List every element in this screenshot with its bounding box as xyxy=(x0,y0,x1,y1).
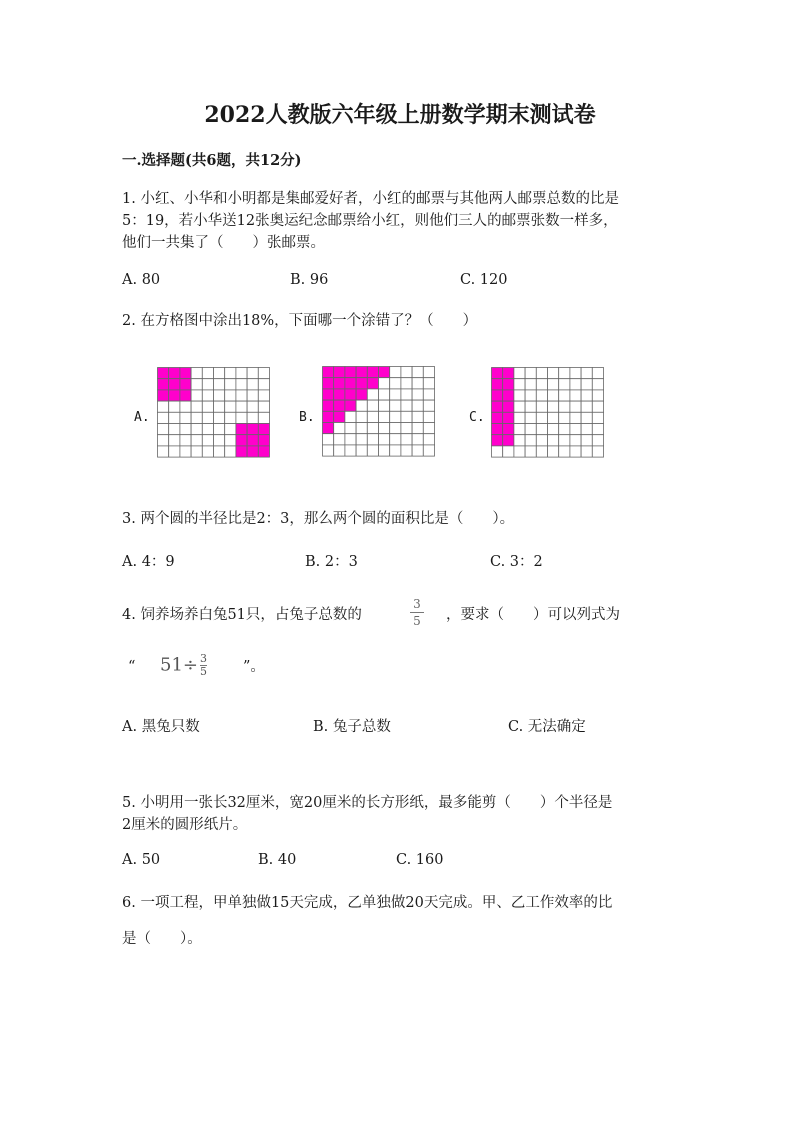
grid-a-cell xyxy=(180,435,191,446)
grid-c-cell xyxy=(525,368,536,379)
page-title: 2022人教版六年级上册数学期末测试卷 xyxy=(204,102,596,128)
grid-b-shaded-cell xyxy=(334,367,345,378)
grid-a-cell xyxy=(169,435,180,446)
grid-b-cell xyxy=(412,423,423,434)
grid-c-cell xyxy=(559,435,570,446)
q4-text-after: ，要求（ ）可以列式为 xyxy=(446,607,620,623)
grid-b-cell xyxy=(345,445,356,456)
grid-b-cell xyxy=(423,411,434,422)
grid-b-cell xyxy=(412,378,423,389)
grid-a-cell xyxy=(225,424,236,435)
grid-b-cell xyxy=(379,389,390,400)
grid-b-cell xyxy=(379,434,390,445)
grid-a-cell xyxy=(225,446,236,457)
grid-a-cell xyxy=(214,390,225,401)
grid-b-cell xyxy=(401,411,412,422)
grid-a-cell xyxy=(202,390,213,401)
grid-a-shaded-cell xyxy=(158,368,169,379)
grid-c-shaded-cell xyxy=(492,390,503,401)
grid-a-cell xyxy=(191,390,202,401)
grid-a-shaded-cell xyxy=(180,368,191,379)
grid-c-cell xyxy=(548,401,559,412)
grid-c-cell xyxy=(525,446,536,457)
grid-b-cell xyxy=(412,434,423,445)
grid-c-cell xyxy=(525,412,536,423)
grid-b-cell xyxy=(390,411,401,422)
grid-a-cell xyxy=(180,424,191,435)
grid-c-cell xyxy=(592,390,603,401)
grid-a-cell xyxy=(202,379,213,390)
grid-c-cell xyxy=(548,368,559,379)
q4-expression-fraction xyxy=(200,653,207,678)
grid-c-cell xyxy=(525,390,536,401)
grid-a-shaded-cell xyxy=(169,390,180,401)
grid-a-shaded-cell xyxy=(180,390,191,401)
q4-fraction-denominator: 5 xyxy=(413,614,421,628)
grid-c-shaded-cell xyxy=(503,368,514,379)
grid-b-cell xyxy=(423,389,434,400)
q2-grid-a[interactable] xyxy=(157,367,270,461)
grid-c-cell xyxy=(559,446,570,457)
grid-c-cell xyxy=(548,379,559,390)
grid-c-cell xyxy=(536,368,547,379)
grid-b-cell xyxy=(390,389,401,400)
grid-b-cell xyxy=(356,423,367,434)
q4-option-c[interactable]: C. 无法确定 xyxy=(508,719,586,735)
grid-c-cell xyxy=(514,412,525,423)
grid-a-cell xyxy=(191,446,202,457)
grid-a-cell xyxy=(258,368,269,379)
q2-grid-c[interactable] xyxy=(491,367,605,461)
grid-a-cell xyxy=(169,412,180,423)
grid-c-cell xyxy=(559,379,570,390)
q1-line-3: 他们一共集了（ ）张邮票。 xyxy=(122,235,325,251)
grid-c-cell xyxy=(570,435,581,446)
grid-a-cell xyxy=(258,390,269,401)
q2-label-b[interactable]: B. xyxy=(299,410,315,425)
grid-c-cell xyxy=(559,390,570,401)
q3-option-c[interactable]: C. 3：2 xyxy=(490,554,543,570)
grid-a-cell xyxy=(180,446,191,457)
grid-b-cell xyxy=(379,400,390,411)
grid-a-cell xyxy=(236,390,247,401)
grid-c-cell xyxy=(559,401,570,412)
grid-a-cell xyxy=(169,424,180,435)
q4-quote-close: ”。 xyxy=(243,659,265,675)
grid-a-cell xyxy=(225,401,236,412)
grid-a-cell xyxy=(214,424,225,435)
grid-b-cell xyxy=(423,434,434,445)
grid-c-cell xyxy=(581,412,592,423)
grid-b-shaded-cell xyxy=(367,367,378,378)
q1-option-c[interactable]: C. 120 xyxy=(460,272,508,288)
grid-b-cell xyxy=(412,400,423,411)
grid-c-cell xyxy=(592,446,603,457)
q1-line-2: 5：19，若小华送12张奥运纪念邮票给小红，则他们三人的邮票张数一样多， xyxy=(122,213,618,229)
grid-b-cell xyxy=(390,423,401,434)
grid-c-cell xyxy=(581,435,592,446)
grid-c-shaded-cell xyxy=(492,368,503,379)
grid-c-cell xyxy=(514,424,525,435)
grid-c-cell xyxy=(581,401,592,412)
grid-c-cell xyxy=(536,379,547,390)
grid-c-shaded-cell xyxy=(503,424,514,435)
grid-b-cell xyxy=(423,423,434,434)
grid-c-cell xyxy=(525,379,536,390)
grid-a-shaded-cell xyxy=(158,390,169,401)
grid-b-cell xyxy=(401,445,412,456)
grid-c-cell xyxy=(570,424,581,435)
grid-c-cell xyxy=(548,446,559,457)
grid-a-cell xyxy=(158,424,169,435)
grid-c-cell xyxy=(559,368,570,379)
grid-a-cell xyxy=(191,379,202,390)
grid-c-cell xyxy=(570,390,581,401)
grid-c-cell xyxy=(503,446,514,457)
grid-a-cell xyxy=(225,412,236,423)
q3-text: 3. 两个圆的半径比是2：3，那么两个圆的面积比是（ ）。 xyxy=(122,511,515,527)
grid-b-cell xyxy=(356,400,367,411)
section-heading: 一.选择题(共6题，共12分) xyxy=(122,152,302,169)
grid-a-shaded-cell xyxy=(236,424,247,435)
grid-a-cell xyxy=(202,424,213,435)
grid-a-shaded-cell xyxy=(247,424,258,435)
grid-b-cell xyxy=(356,434,367,445)
grid-a-cell xyxy=(236,412,247,423)
grid-b-cell xyxy=(390,378,401,389)
grid-c-cell xyxy=(570,412,581,423)
grid-a-cell xyxy=(214,446,225,457)
q3-option-b[interactable]: B. 2：3 xyxy=(305,554,358,570)
grid-a-cell xyxy=(247,368,258,379)
grid-c-cell xyxy=(514,435,525,446)
grid-c-cell xyxy=(525,435,536,446)
grid-a-cell xyxy=(247,412,258,423)
grid-c-cell xyxy=(581,368,592,379)
grid-b-cell xyxy=(401,367,412,378)
grid-c-cell xyxy=(525,424,536,435)
grid-c-cell xyxy=(570,401,581,412)
grid-a-cell xyxy=(191,368,202,379)
grid-a-cell xyxy=(191,412,202,423)
q2-label-a[interactable]: A. xyxy=(134,410,150,425)
grid-b-cell xyxy=(412,445,423,456)
grid-b-shaded-cell xyxy=(323,367,334,378)
q6-line-2: 是（ ）。 xyxy=(122,931,202,947)
grid-a-cell xyxy=(225,368,236,379)
grid-b-shaded-cell xyxy=(345,378,356,389)
grid-b-shaded-cell xyxy=(356,378,367,389)
grid-b-cell xyxy=(379,445,390,456)
grid-b-cell xyxy=(401,400,412,411)
q4-fraction xyxy=(410,597,424,628)
grid-a-shaded-cell xyxy=(247,435,258,446)
grid-c-cell xyxy=(536,390,547,401)
grid-c-cell xyxy=(536,435,547,446)
grid-b-shaded-cell xyxy=(356,389,367,400)
grid-c-cell xyxy=(581,424,592,435)
grid-b-cell xyxy=(367,423,378,434)
grid-c-cell xyxy=(592,379,603,390)
grid-a-cell xyxy=(258,379,269,390)
grid-a-shaded-cell xyxy=(158,379,169,390)
grid-a-cell xyxy=(214,435,225,446)
grid-b-cell xyxy=(390,434,401,445)
grid-b-cell xyxy=(401,389,412,400)
grid-c-cell xyxy=(536,401,547,412)
grid-c-cell xyxy=(570,446,581,457)
grid-b-cell xyxy=(367,445,378,456)
grid-a-cell xyxy=(202,412,213,423)
grid-b-cell xyxy=(367,434,378,445)
grid-a-cell xyxy=(214,379,225,390)
grid-a-cell xyxy=(158,446,169,457)
grid-a-cell xyxy=(214,401,225,412)
grid-c-cell xyxy=(536,446,547,457)
grid-c-cell xyxy=(492,446,503,457)
grid-c-cell xyxy=(581,446,592,457)
grid-b-cell xyxy=(356,411,367,422)
grid-b-shaded-cell xyxy=(323,423,334,434)
grid-a-cell xyxy=(202,446,213,457)
grid-c-cell xyxy=(514,390,525,401)
grid-b-cell xyxy=(423,400,434,411)
grid-c-cell xyxy=(514,368,525,379)
q1-line-1: 1. 小红、小华和小明都是集邮爱好者，小红的邮票与其他两人邮票总数的比是 xyxy=(122,191,619,207)
grid-b-shaded-cell xyxy=(379,367,390,378)
grid-c-cell xyxy=(581,390,592,401)
q4-text-before: 4. 饲养场养白兔51只，占兔子总数的 xyxy=(122,607,362,623)
grid-b-cell xyxy=(401,378,412,389)
q5-line-2: 2厘米的圆形纸片。 xyxy=(122,817,248,833)
grid-c-shaded-cell xyxy=(492,412,503,423)
grid-b-shaded-cell xyxy=(345,400,356,411)
grid-c-shaded-cell xyxy=(503,412,514,423)
grid-a-cell xyxy=(214,412,225,423)
grid-c-shaded-cell xyxy=(503,379,514,390)
grid-c-shaded-cell xyxy=(492,379,503,390)
q2-label-c[interactable]: C. xyxy=(469,410,485,425)
grid-a-shaded-cell xyxy=(180,379,191,390)
grid-a-cell xyxy=(247,401,258,412)
grid-a-shaded-cell xyxy=(247,446,258,457)
grid-a-shaded-cell xyxy=(169,368,180,379)
grid-b-cell xyxy=(379,411,390,422)
q4-expression-main: 51÷ xyxy=(160,654,198,676)
grid-c-shaded-cell xyxy=(503,390,514,401)
grid-c-cell xyxy=(581,379,592,390)
q5-option-a[interactable]: A. 50 xyxy=(122,852,161,868)
q2-text: 2. 在方格图中涂出18%，下面哪一个涂错了？（ ） xyxy=(122,313,478,329)
grid-b-cell xyxy=(334,445,345,456)
grid-b-shaded-cell xyxy=(334,400,345,411)
grid-c-cell xyxy=(548,435,559,446)
grid-a-cell xyxy=(158,435,169,446)
q3-option-a[interactable]: A. 4：9 xyxy=(122,554,175,570)
grid-b-cell xyxy=(367,389,378,400)
grid-a-cell xyxy=(169,401,180,412)
grid-b-cell xyxy=(323,445,334,456)
q5-option-c[interactable]: C. 160 xyxy=(396,852,444,868)
grid-b-shaded-cell xyxy=(323,378,334,389)
grid-a-cell xyxy=(158,412,169,423)
grid-a-cell xyxy=(225,390,236,401)
grid-a-cell xyxy=(180,401,191,412)
grid-a-shaded-cell xyxy=(258,435,269,446)
grid-b-cell xyxy=(345,411,356,422)
grid-b-cell xyxy=(323,434,334,445)
grid-c-cell xyxy=(570,368,581,379)
grid-c-shaded-cell xyxy=(492,435,503,446)
q4-option-b[interactable]: B. 兔子总数 xyxy=(313,719,391,735)
grid-b-shaded-cell xyxy=(323,411,334,422)
grid-a-cell xyxy=(191,435,202,446)
grid-b-cell xyxy=(334,434,345,445)
grid-b-shaded-cell xyxy=(323,400,334,411)
grid-c-cell xyxy=(559,424,570,435)
grid-c-cell xyxy=(514,401,525,412)
grid-b-cell xyxy=(356,445,367,456)
grid-a-cell xyxy=(214,368,225,379)
q4-expression-numerator: 3 xyxy=(200,652,207,665)
grid-b-shaded-cell xyxy=(334,389,345,400)
grid-a-shaded-cell xyxy=(236,446,247,457)
q4-option-a[interactable]: A. 黑兔只数 xyxy=(122,719,200,735)
q5-line-1: 5. 小明用一张长32厘米，宽20厘米的长方形纸，最多能剪（ ）个半径是 xyxy=(122,795,613,811)
grid-b-cell xyxy=(412,367,423,378)
grid-b-cell xyxy=(401,423,412,434)
grid-a-shaded-cell xyxy=(236,435,247,446)
grid-a-cell xyxy=(225,379,236,390)
grid-a-cell xyxy=(258,412,269,423)
grid-b-cell xyxy=(423,378,434,389)
grid-b-shaded-cell xyxy=(367,378,378,389)
grid-b-cell xyxy=(390,400,401,411)
grid-c-shaded-cell xyxy=(492,401,503,412)
grid-b-cell xyxy=(367,400,378,411)
grid-c-cell xyxy=(514,379,525,390)
grid-c-cell xyxy=(592,435,603,446)
grid-a-cell xyxy=(202,401,213,412)
grid-a-shaded-cell xyxy=(258,424,269,435)
grid-b-cell xyxy=(334,423,345,434)
grid-a-cell xyxy=(158,401,169,412)
grid-a-shaded-cell xyxy=(258,446,269,457)
grid-a-cell xyxy=(247,379,258,390)
grid-a-cell xyxy=(247,390,258,401)
q4-expression-denominator: 5 xyxy=(200,665,207,678)
grid-a-cell xyxy=(191,401,202,412)
grid-c-cell xyxy=(536,412,547,423)
grid-c-cell xyxy=(536,424,547,435)
grid-c-cell xyxy=(592,368,603,379)
grid-b-cell xyxy=(401,434,412,445)
grid-b-shaded-cell xyxy=(323,389,334,400)
grid-b-cell xyxy=(412,411,423,422)
grid-c-shaded-cell xyxy=(503,435,514,446)
grid-b-cell xyxy=(423,367,434,378)
grid-c-cell xyxy=(559,412,570,423)
grid-c-cell xyxy=(548,424,559,435)
grid-c-cell xyxy=(592,424,603,435)
q1-option-a[interactable]: A. 80 xyxy=(122,272,161,288)
grid-b-cell xyxy=(345,423,356,434)
grid-a-shaded-cell xyxy=(169,379,180,390)
grid-b-cell xyxy=(390,445,401,456)
grid-a-cell xyxy=(225,435,236,446)
grid-c-cell xyxy=(525,401,536,412)
grid-c-shaded-cell xyxy=(503,401,514,412)
grid-c-shaded-cell xyxy=(492,424,503,435)
q6-line-1: 6. 一项工程，甲单独做15天完成，乙单独做20天完成。甲、乙工作效率的比 xyxy=(122,895,613,911)
grid-b-cell xyxy=(390,367,401,378)
grid-c-cell xyxy=(570,379,581,390)
q4-expression xyxy=(160,653,207,678)
grid-b-shaded-cell xyxy=(334,411,345,422)
grid-c-cell xyxy=(592,401,603,412)
grid-a-cell xyxy=(202,435,213,446)
grid-c-cell xyxy=(548,412,559,423)
grid-b-cell xyxy=(345,434,356,445)
grid-a-cell xyxy=(258,401,269,412)
grid-a-cell xyxy=(236,379,247,390)
grid-b-cell xyxy=(412,389,423,400)
q5-option-b[interactable]: B. 40 xyxy=(258,852,297,868)
grid-a-cell xyxy=(191,424,202,435)
q1-option-b[interactable]: B. 96 xyxy=(290,272,329,288)
grid-b-cell xyxy=(423,445,434,456)
grid-a-cell xyxy=(236,368,247,379)
grid-c-cell xyxy=(548,390,559,401)
grid-c-cell xyxy=(592,412,603,423)
q2-grid-b[interactable] xyxy=(322,366,436,461)
grid-a-cell xyxy=(202,368,213,379)
grid-a-cell xyxy=(180,412,191,423)
grid-b-cell xyxy=(379,378,390,389)
grid-b-shaded-cell xyxy=(345,367,356,378)
grid-a-cell xyxy=(236,401,247,412)
grid-b-shaded-cell xyxy=(356,367,367,378)
grid-b-cell xyxy=(367,411,378,422)
grid-a-cell xyxy=(169,446,180,457)
q4-quote-open: “ xyxy=(128,659,136,675)
grid-b-shaded-cell xyxy=(345,389,356,400)
q4-fraction-numerator: 3 xyxy=(413,597,421,611)
grid-b-shaded-cell xyxy=(334,378,345,389)
grid-c-cell xyxy=(514,446,525,457)
grid-b-cell xyxy=(379,423,390,434)
